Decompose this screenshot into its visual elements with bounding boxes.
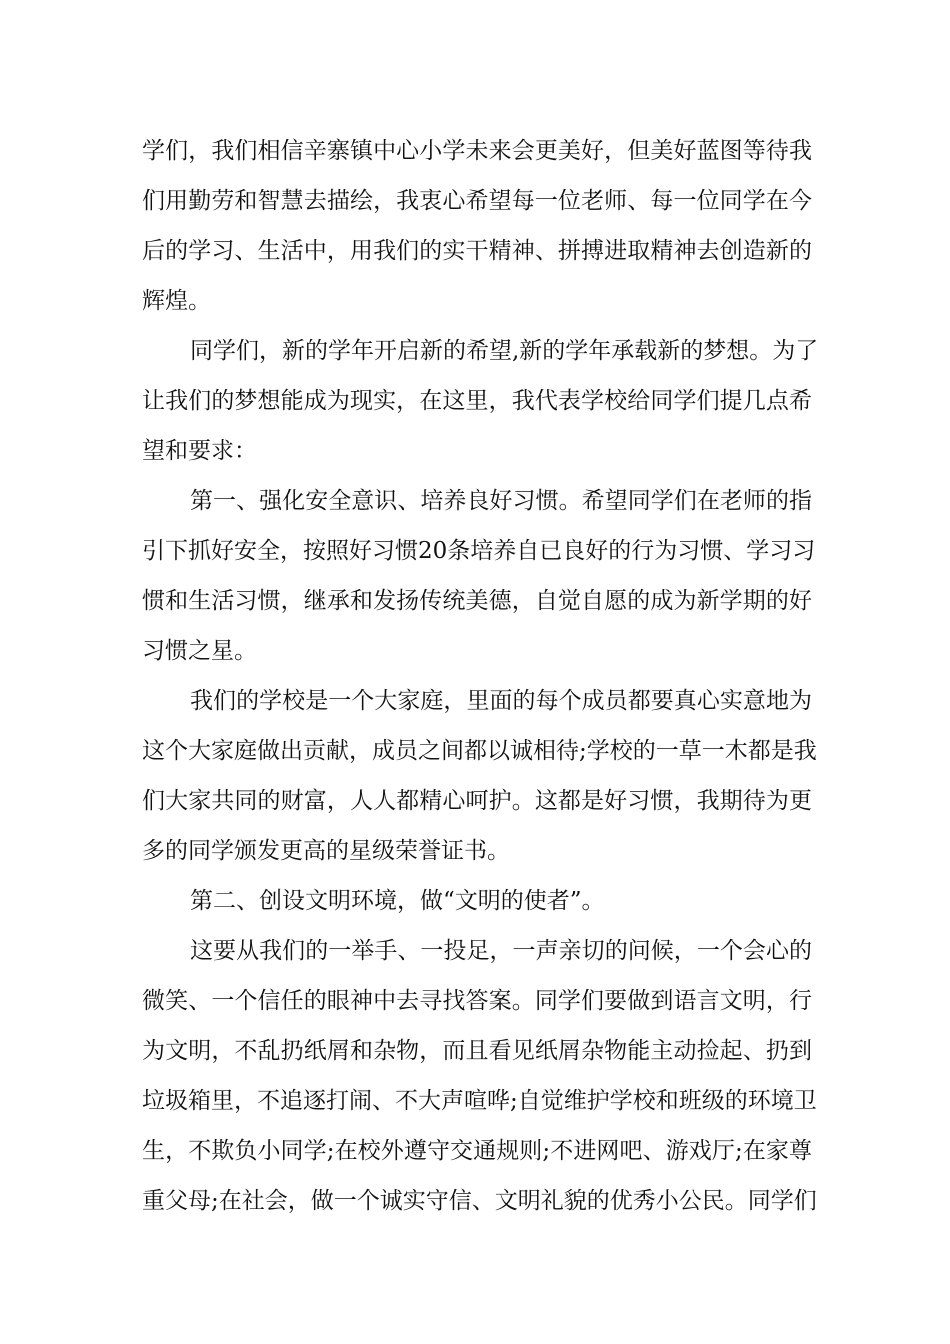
- text-line: 引下抓好安全，按照好习惯20条培养自已良好的行为习惯、学习习: [142, 538, 816, 564]
- text-line: 学们，我们相信辛寨镇中心小学未来会更美好，但美好蓝图等待我: [142, 138, 812, 164]
- text-line: 们用勤劳和智慧去描绘，我衷心希望每一位老师、每一位同学在今: [142, 188, 812, 214]
- text-line: 这个大家庭做出贡献，成员之间都以诚相待;学校的一草一木都是我: [142, 738, 817, 764]
- text-line: 垃圾箱里，不追逐打闹、不大声喧哗;自觉维护学校和班级的环境卫: [142, 1088, 817, 1114]
- section-heading: 第二、创设文明环境，做“文明的使者”。: [190, 888, 605, 914]
- text-line: 辉煌。: [142, 288, 211, 314]
- text-line: 望和要求：: [142, 438, 257, 464]
- paragraph-first-line: 这要从我们的一举手、一投足，一声亲切的问候，一个会心的: [190, 938, 812, 964]
- text-line: 多的同学颁发更高的星级荣誉证书。: [142, 838, 510, 864]
- paragraph-first-line: 第一、强化安全意识、培养良好习惯。希望同学们在老师的指: [190, 488, 812, 514]
- text-line: 们大家共同的财富，人人都精心呵护。这都是好习惯，我期待为更: [142, 788, 812, 814]
- text-line: 微笑、一个信任的眼神中去寻找答案。同学们要做到语言文明，行: [142, 988, 812, 1014]
- text-line: 生，不欺负小同学;在校外遵守交通规则;不进网吧、游戏厅;在家尊: [142, 1138, 812, 1164]
- paragraph-first-line: 我们的学校是一个大家庭，里面的每个成员都要真心实意地为: [190, 688, 812, 714]
- text-line: 让我们的梦想能成为现实，在这里，我代表学校给同学们提几点希: [142, 388, 812, 414]
- text-line: 惯和生活习惯，继承和发扬传统美德，自觉自愿的成为新学期的好: [142, 588, 812, 614]
- text-line: 为文明，不乱扔纸屑和杂物，而且看见纸屑杂物能主动捡起、扔到: [142, 1038, 812, 1064]
- paragraph-first-line: 同学们，新的学年开启新的希望,新的学年承载新的梦想。为了: [190, 338, 819, 364]
- text-line: 习惯之星。: [142, 638, 257, 664]
- text-line: 后的学习、生活中，用我们的实干精神、拼搏进取精神去创造新的: [142, 238, 812, 264]
- text-line: 重父母;在社会，做一个诚实守信、文明礼貌的优秀小公民。同学们: [142, 1188, 817, 1214]
